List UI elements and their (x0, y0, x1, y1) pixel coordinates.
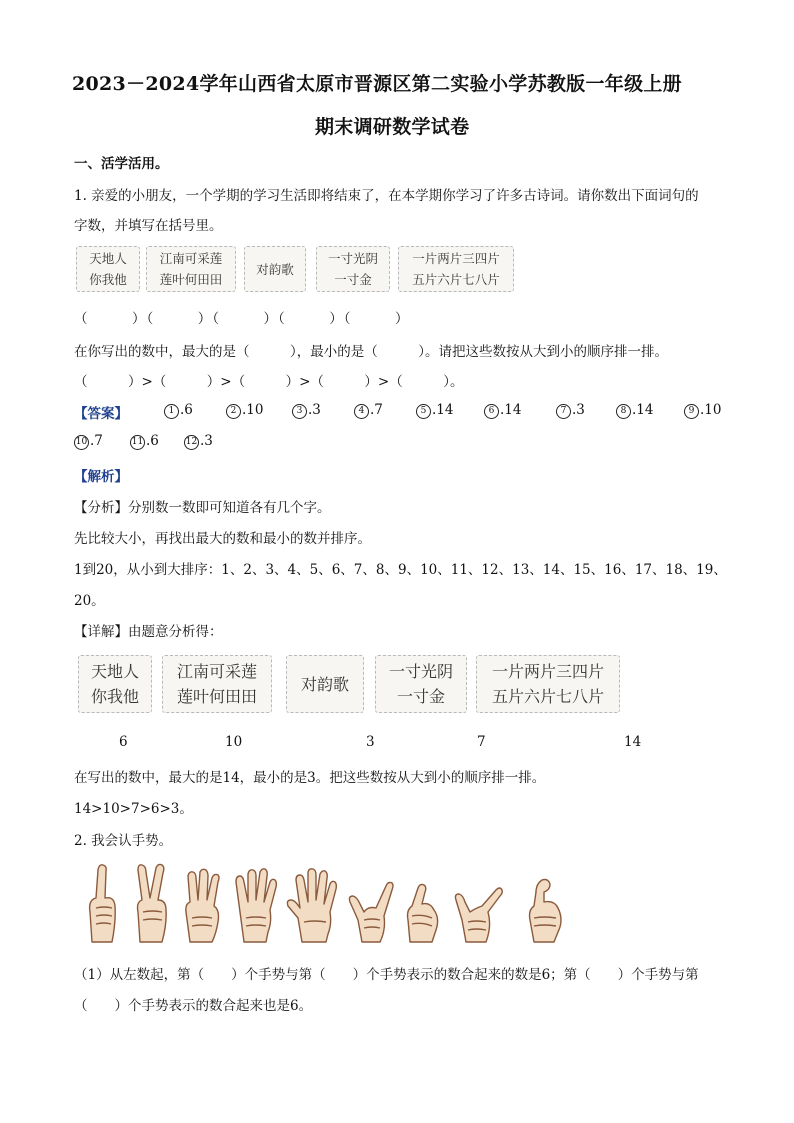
fenxi-label: 【分析】 (74, 500, 128, 516)
poem-card-large-3 (286, 655, 364, 713)
poem-card-large-1 (78, 655, 152, 713)
poem-card-5-line2: 五片六片七八片 (412, 272, 500, 287)
poem-card-large-5-line2: 五片六片七八片 (491, 687, 604, 706)
xiangjie-text: 由题意分析得： (128, 624, 223, 640)
answer-label: 【答案】 (74, 406, 128, 422)
count-3: 3 (366, 734, 375, 750)
poem-card-5 (398, 246, 514, 292)
poem-card-large-1-line1: 天地人 (90, 662, 139, 681)
poem-card-4 (316, 246, 390, 292)
answer-item: 4 .7 (354, 402, 383, 419)
three-finger-hand-icon (180, 868, 226, 946)
conclusion-text: 在写出的数中，最大的是14，最小的是3。把这些数按从大到小的顺序排一排。 (74, 770, 546, 786)
max-min-prompt: 在你写出的数中，最大的是（ ），最小的是（ ）。请把这些数按从大到小的顺序排一排。 (74, 344, 668, 360)
q2-text: 2. 我会认手势。 (74, 833, 173, 849)
page-title-line1: 2023－2024学年山西省太原市晋源区第二实验小学苏教版一年级上册 (72, 73, 682, 95)
poem-card-4-line2: 一寸金 (334, 272, 372, 287)
count-4: 7 (477, 734, 486, 750)
poem-card-large-5 (476, 655, 620, 713)
poem-card-1-line2: 你我他 (89, 272, 127, 287)
poem-card-large-4-line2: 一寸金 (396, 687, 445, 706)
poem-card-2 (146, 246, 236, 292)
xiangjie-label: 【详解】 (74, 624, 128, 640)
q2-sub1-line2: （ ）个手势表示的数合起来也是6。 (74, 998, 313, 1014)
four-finger-hand-icon (232, 866, 282, 946)
analysis-label: 【解析】 (74, 469, 128, 485)
answer-item: 3 .3 (292, 402, 321, 419)
xiangjie-line (74, 620, 223, 640)
answer-item: 11 .6 (131, 433, 159, 449)
answer-blanks-row: （ ）（ ）（ ）（ ）（ ） (74, 311, 410, 327)
poem-card-large-2-line2: 莲叶何田田 (176, 687, 257, 706)
five-finger-hand-icon (286, 866, 342, 946)
poem-card-large-1-line2: 你我他 (90, 687, 139, 706)
poem-card-2-line1: 江南可采莲 (159, 251, 223, 266)
hand-gestures-row (76, 862, 576, 946)
answer-item: 1 .6 (164, 402, 193, 419)
page-title-line2: 期末调研数学试卷 (315, 116, 470, 138)
poem-card-1 (76, 246, 140, 292)
poem-card-4-line1: 一寸光阴 (327, 251, 378, 266)
poem-card-large-5-line1: 一片两片三四片 (491, 662, 604, 681)
poem-card-large-4-line1: 一寸光阴 (388, 662, 453, 681)
six-hand-icon (346, 876, 396, 946)
poem-card-large-4 (375, 655, 467, 713)
answer-item: 6 .14 (484, 402, 521, 419)
answer-item: 12 .3 (185, 433, 213, 449)
one-finger-hand-icon (82, 862, 124, 946)
sort-line2: 20。 (74, 593, 105, 609)
compare-text: 先比较大小，再找出最大的数和最小的数并排序。 (74, 531, 371, 547)
answer-item: 7 .3 (556, 402, 585, 419)
answer-item: 10 .7 (75, 433, 103, 449)
answer-item: 8 .14 (616, 402, 653, 419)
order-blanks-row: （ ）>（ ）>（ ）>（ ）>（ ）。 (74, 374, 464, 390)
count-5: 14 (624, 734, 642, 750)
poem-card-2-line2: 莲叶何田田 (159, 272, 223, 287)
poem-card-3 (244, 246, 306, 292)
poem-card-large-3-line1: 对韵歌 (300, 674, 349, 694)
poem-card-3-line1: 对韵歌 (256, 261, 294, 277)
count-2: 10 (225, 734, 243, 750)
poem-card-large-2-line1: 江南可采莲 (176, 662, 257, 681)
fenxi-text: 分别数一数即可知道各有几个字。 (128, 500, 331, 516)
answer-item: 5 .14 (416, 402, 453, 419)
fenxi-line (74, 496, 331, 516)
q1-text-line1: 1. 亲爱的小朋友，一个学期的学习生活即将结束了，在本学期你学习了许多古诗词。请你数出下面词句的 (74, 188, 699, 204)
seven-hand-icon (400, 880, 446, 946)
two-finger-hand-icon (130, 862, 174, 946)
poem-card-5-line1: 一片两片三四片 (412, 251, 500, 266)
count-1: 6 (119, 734, 128, 750)
q2-sub1-line1: （1）从左数起，第（ ）个手势与第（ ）个手势表示的数合起来的数是6；第（ ）个手势与第 (74, 967, 699, 983)
nine-hand-icon (522, 874, 568, 946)
answer-item: 9 .10 (684, 402, 721, 419)
answer-item: 2 .10 (226, 402, 263, 419)
poem-card-1-line1: 天地人 (89, 251, 127, 266)
sort-line1: 1到20，从小到大排序：1、2、3、4、5、6、7、8、9、10、11、12、13、14、15、16、17、18、19、 (74, 562, 727, 578)
order-answer: 14>10>7>6>3。 (74, 801, 193, 817)
section-heading: 一、活学活用。 (74, 156, 169, 172)
poem-card-large-2 (162, 655, 272, 713)
eight-hand-icon (452, 876, 504, 946)
q1-text-line2: 字数，并填写在括号里。 (74, 218, 223, 234)
